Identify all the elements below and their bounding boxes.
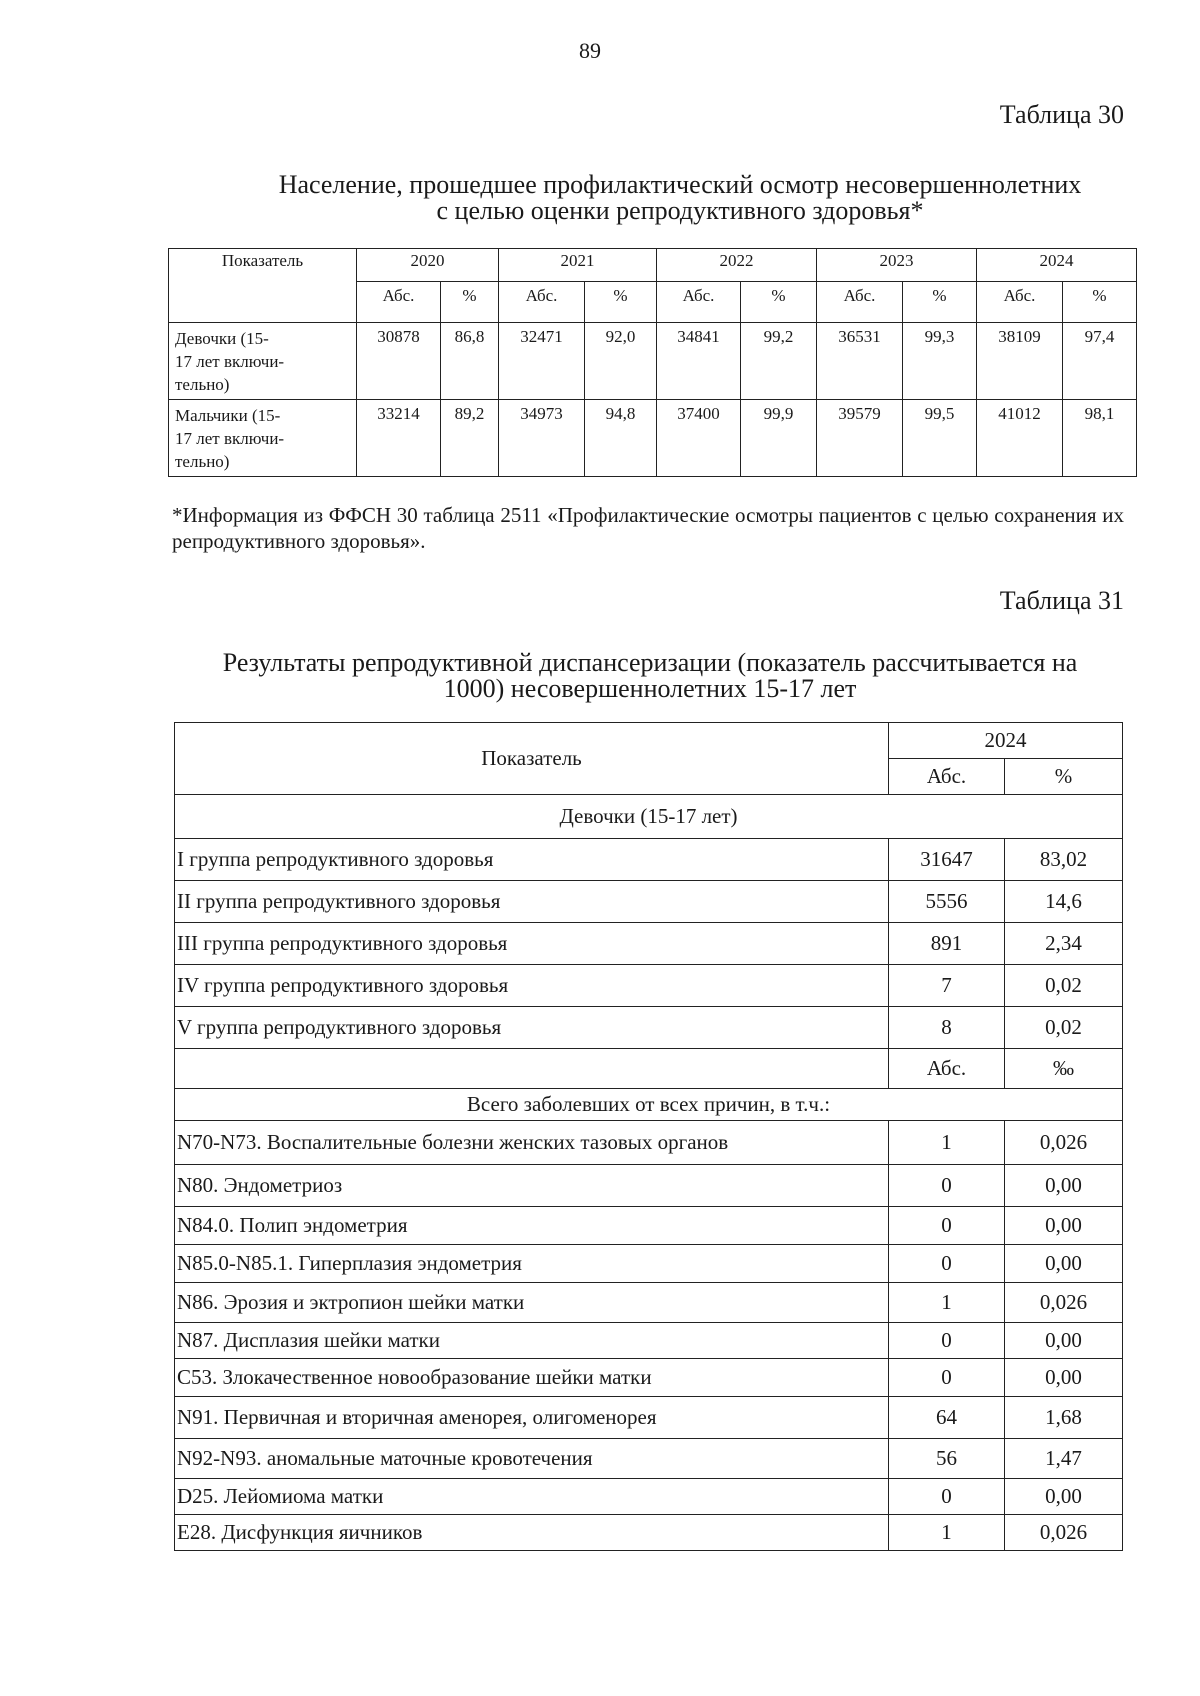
cell-value: 92,0 [585,323,657,400]
cell-abs: 7 [889,965,1005,1007]
table-row [175,1397,1123,1439]
table-row [175,1515,1123,1551]
cell-permille: 0,026 [1005,1283,1123,1323]
subheader-pct: % [1063,282,1137,323]
cell-value: 98,1 [1063,400,1137,477]
table-30-footnote: *Информация из ФФСН 30 таблица 2511 «Профилактические осмотры пациентов с целью сохранения их репродуктивного здоровья». [172,503,1124,553]
cell-value: 41012 [977,400,1063,477]
page-number: 89 [579,38,601,63]
subheader-pct: % [441,282,499,323]
header-year: 2020 [357,249,499,282]
cell-value: 30878 [357,323,441,400]
table-row [175,965,1123,1007]
section-row [175,1089,1123,1121]
table-row [175,1439,1123,1479]
table-row [175,839,1123,881]
cell-pct: 0,02 [1005,965,1123,1007]
row-label: D25. Лейомиома матки [175,1479,889,1515]
cell-value: 86,8 [441,323,499,400]
cell-value: 34841 [657,323,741,400]
cell-value: 34973 [499,400,585,477]
cell-abs: 5556 [889,881,1005,923]
cell-value: 39579 [817,400,903,477]
table-row [175,1245,1123,1283]
row-label [169,400,357,477]
subheader-pct: % [585,282,657,323]
cell-abs: 0 [889,1359,1005,1397]
row-label: N84.0. Полип эндометрия [175,1207,889,1245]
subheader-pct: % [741,282,817,323]
subheader-permille: ‰ [1005,1049,1123,1089]
cell-permille: 0,026 [1005,1515,1123,1551]
subheader-abs: Абс. [977,282,1063,323]
table-row [175,1121,1123,1165]
row-label: II группа репродуктивного здоровья [175,881,889,923]
row-label: N85.0-N85.1. Гиперплазия эндометрия [175,1245,889,1283]
cell-pct: 2,34 [1005,923,1123,965]
table-row [175,1165,1123,1207]
cell-value: 99,5 [903,400,977,477]
subheader-abs: Абс. [889,1049,1005,1089]
table-row [175,1479,1123,1515]
cell-abs: 891 [889,923,1005,965]
cell-value: 32471 [499,323,585,400]
table-30-header-row [169,249,1137,282]
cell-pct: 14,6 [1005,881,1123,923]
header-year: 2024 [889,723,1123,759]
row-label-line: 17 лет включи- [175,352,285,371]
header-year: 2021 [499,249,657,282]
table-row [175,881,1123,923]
cell-abs: 8 [889,1007,1005,1049]
cell-abs: 0 [889,1207,1005,1245]
table-30-title-line: Население, прошедшее профилактический осмотр несовершеннолетних [278,170,1082,199]
row-label: C53. Злокачественное новообразование шейки матки [175,1359,889,1397]
table-31-title [160,650,1140,702]
cell-permille: 0,00 [1005,1165,1123,1207]
row-label: I группа репродуктивного здоровья [175,839,889,881]
cell-permille: 0,00 [1005,1245,1123,1283]
cell-value: 38109 [977,323,1063,400]
table-row [169,323,1137,400]
section-row [175,795,1123,839]
cell-permille: 0,00 [1005,1323,1123,1359]
cell-value: 97,4 [1063,323,1137,400]
cell-value: 89,2 [441,400,499,477]
table-31-header-row [175,723,1123,759]
row-label: III группа репродуктивного здоровья [175,923,889,965]
table-row [175,1283,1123,1323]
cell-value: 36531 [817,323,903,400]
cell-value: 33214 [357,400,441,477]
cell-permille: 1,47 [1005,1439,1123,1479]
section-girls: Девочки (15-17 лет) [175,795,1123,839]
subheader-pct: % [1005,759,1123,795]
row-label-line: тельно) [175,375,230,394]
table-30-label: Таблица 30 [999,100,1124,129]
table-31-title-line: Результаты репродуктивной диспансеризации (показатель рассчитывается на [222,648,1078,677]
subheader-row [175,1049,1123,1089]
table-row [169,400,1137,477]
header-indicator: Показатель [175,723,889,795]
cell-abs: 0 [889,1479,1005,1515]
cell-abs: 31647 [889,839,1005,881]
cell-permille: 1,68 [1005,1397,1123,1439]
cell-permille: 0,026 [1005,1121,1123,1165]
table-30-title-line: с целью оценки репродуктивного здоровья* [436,196,924,225]
subheader-abs: Абс. [499,282,585,323]
table-31-title-line: 1000) несовершеннолетних 15-17 лет [443,674,857,703]
header-indicator: Показатель [169,249,357,323]
cell-abs: 0 [889,1245,1005,1283]
cell-abs: 1 [889,1121,1005,1165]
table-row [175,923,1123,965]
cell-abs: 56 [889,1439,1005,1479]
cell-value: 94,8 [585,400,657,477]
empty-cell [175,1049,889,1089]
cell-value: 99,3 [903,323,977,400]
row-label-line: Мальчики (15- [175,406,281,425]
row-label: N70-N73. Воспалительные болезни женских тазовых органов [175,1121,889,1165]
row-label-line: Девочки (15- [175,329,269,348]
subheader-abs: Абс. [817,282,903,323]
table-30-title [200,172,1160,224]
row-label: N86. Эрозия и эктропион шейки матки [175,1283,889,1323]
subheader-abs: Абс. [357,282,441,323]
cell-abs: 0 [889,1165,1005,1207]
row-label: IV группа репродуктивного здоровья [175,965,889,1007]
table-row [175,1207,1123,1245]
table-30 [168,248,1137,477]
header-year: 2022 [657,249,817,282]
row-label: E28. Дисфункция яичников [175,1515,889,1551]
cell-permille: 0,00 [1005,1207,1123,1245]
cell-abs: 64 [889,1397,1005,1439]
table-31 [174,722,1123,1551]
header-year: 2023 [817,249,977,282]
row-label-line: тельно) [175,452,230,471]
table-row [175,1359,1123,1397]
row-label: N80. Эндометриоз [175,1165,889,1207]
cell-pct: 0,02 [1005,1007,1123,1049]
row-label [169,323,357,400]
cell-permille: 0,00 [1005,1479,1123,1515]
table-31-label: Таблица 31 [999,586,1124,615]
row-label: V группа репродуктивного здоровья [175,1007,889,1049]
table-row [175,1323,1123,1359]
cell-abs: 0 [889,1323,1005,1359]
subheader-abs: Абс. [889,759,1005,795]
cell-pct: 83,02 [1005,839,1123,881]
row-label: N87. Дисплазия шейки матки [175,1323,889,1359]
header-year: 2024 [977,249,1137,282]
subheader-abs: Абс. [657,282,741,323]
row-label: N92-N93. аномальные маточные кровотечения [175,1439,889,1479]
cell-value: 99,2 [741,323,817,400]
cell-value: 99,9 [741,400,817,477]
cell-permille: 0,00 [1005,1359,1123,1397]
section-total: Всего заболевших от всех причин, в т.ч.: [175,1089,1123,1121]
subheader-pct: % [903,282,977,323]
cell-value: 37400 [657,400,741,477]
row-label-line: 17 лет включи- [175,429,285,448]
cell-abs: 1 [889,1283,1005,1323]
cell-abs: 1 [889,1515,1005,1551]
table-row [175,1007,1123,1049]
row-label: N91. Первичная и вторичная аменорея, олигоменорея [175,1397,889,1439]
